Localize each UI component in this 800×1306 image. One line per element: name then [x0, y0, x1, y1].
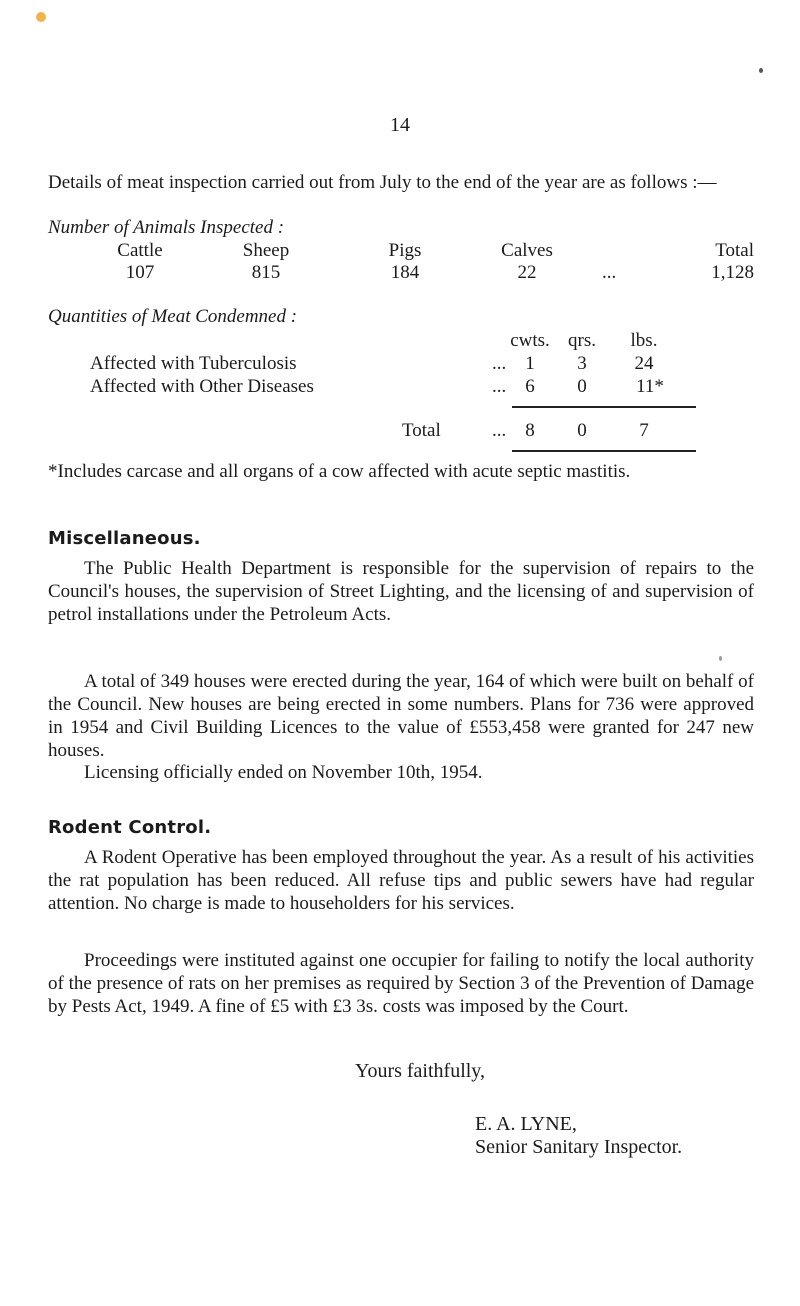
total-cwts: 8 — [525, 420, 535, 441]
value-calves: 22 — [517, 262, 537, 283]
miscellaneous-heading: Miscellaneous. — [48, 528, 201, 549]
miscellaneous-paragraph-3: Licensing officially ended on November 10th, 1954. — [84, 762, 483, 783]
total-lbs: 7 — [639, 420, 649, 441]
footnote: *Includes carcase and all organs of a cow affected with acute septic mastitis. — [48, 461, 631, 482]
total-rule-bottom — [512, 450, 696, 452]
row-tuberculosis-cwts: 1 — [525, 353, 535, 374]
header-pigs: Pigs — [388, 240, 422, 261]
row-tuberculosis-qrs: 3 — [577, 353, 587, 374]
signoff-name: E. A. LYNE, — [475, 1113, 577, 1135]
miscellaneous-paragraph-1: The Public Health Department is responsible for the supervision of repairs to the Council's houses, the supervision of Street Lighting, and the licensing of and supervision of petrol installations under the Petroleum Acts. — [48, 558, 754, 625]
value-sheep: 815 — [251, 262, 281, 283]
header-sheep: Sheep — [242, 240, 290, 261]
signoff-title: Senior Sanitary Inspector. — [475, 1136, 683, 1158]
rodent-paragraph-1: A Rodent Operative has been employed throughout the year. As a result of his activities the rat population has been reduced. All refuse tips and public sewers have had regular attention. No charge is made to householders for his services. — [48, 847, 754, 914]
ink-speck-top-right — [759, 68, 763, 73]
header-calves: Calves — [501, 240, 553, 261]
row-other-diseases-label: Affected with Other Diseases — [90, 376, 314, 397]
intro-paragraph: Details of meat inspection carried out from July to the end of the year are as follows :— — [48, 172, 717, 193]
page-number: 14 — [390, 114, 410, 136]
total-qrs: 0 — [577, 420, 587, 441]
row-other-diseases-lbs: 11* — [636, 376, 664, 397]
header-cattle: Cattle — [117, 240, 163, 261]
row-other-diseases-dots: ... — [492, 376, 507, 397]
row-tuberculosis-dots: ... — [492, 353, 507, 374]
value-cattle: 107 — [125, 262, 155, 283]
rodent-control-heading: Rodent Control. — [48, 817, 212, 838]
total-dots: ... — [492, 420, 507, 441]
row-tuberculosis-lbs: 24 — [634, 353, 654, 374]
animals-dots: ... — [602, 262, 617, 283]
row-tuberculosis-label: Affected with Tuberculosis — [90, 353, 297, 374]
value-total: 1,128 — [711, 262, 754, 283]
header-total: Total — [715, 240, 754, 261]
rodent-paragraph-2: Proceedings were instituted against one occupier for failing to notify the local authority of the presence of rats on her premises as required by Section 3 of the Prevention of Damage by Pests Act, 1949. A fine of £5 with £3 3s. costs was imposed by the Court. — [48, 950, 754, 1017]
animals-heading: Number of Animals Inspected : — [48, 217, 285, 238]
condemned-heading: Quantities of Meat Condemned : — [48, 306, 298, 327]
row-other-diseases-qrs: 0 — [577, 376, 587, 397]
total-label: Total — [402, 420, 441, 441]
ink-stain-top-left — [36, 12, 46, 22]
unit-cwts: cwts. — [510, 330, 550, 351]
unit-qrs: qrs. — [568, 330, 596, 351]
total-rule-top — [512, 406, 696, 408]
ink-speck-mid — [719, 656, 722, 661]
value-pigs: 184 — [390, 262, 420, 283]
unit-lbs: lbs. — [630, 330, 658, 351]
miscellaneous-paragraph-2: A total of 349 houses were erected during the year, 164 of which were built on behalf of the Council. New houses are being erected in some numbers. Plans for 736 were approved in 1954 and Civil Building Licences to the value of £553,458 were granted for 247 new houses. — [48, 671, 754, 761]
row-other-diseases-cwts: 6 — [525, 376, 535, 397]
signoff-closing: Yours faithfully, — [355, 1060, 486, 1082]
